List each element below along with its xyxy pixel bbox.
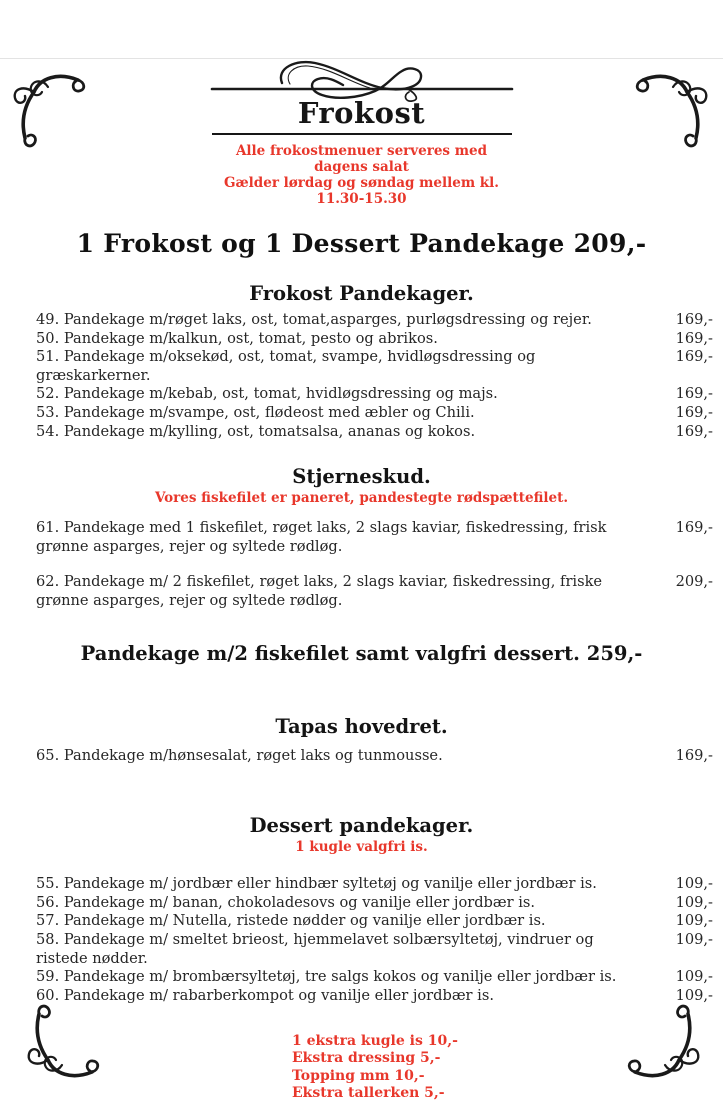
menu-item-59 bbox=[0, 968, 723, 987]
header-note-line1: Alle frokostmenuer serveres med dagens salat bbox=[235, 143, 488, 175]
fish-combo-heading: Pandekage m/2 fiskefilet samt valgfri dessert. 259,- bbox=[80, 641, 643, 665]
menu-item-text: 58. Pandekage m/ smeltet brieost, hjemmelavet solbærsyltetøj, vindruer og ristede nødder. bbox=[36, 930, 594, 967]
menu-item-text: 57. Pandekage m/ Nutella, ristede nødder og vanilje eller jordbær is. bbox=[36, 912, 546, 930]
menu-item-price: 109,- bbox=[675, 893, 713, 911]
menu-item-text: 56. Pandekage m/ banan, chokoladesovs og vanilje eller jordbær is. bbox=[36, 893, 536, 911]
section-frokost-pandekager bbox=[0, 282, 723, 441]
menu-item-text: 52. Pandekage m/kebab, ost, tomat, hvidløgsdressing og majs. bbox=[36, 385, 498, 403]
header-notes bbox=[212, 143, 512, 207]
menu-item-price: 109,- bbox=[675, 912, 713, 930]
menu-item-price: 169,- bbox=[675, 311, 713, 328]
corner-flourish-bottom-left-icon bbox=[22, 1002, 102, 1084]
menu-item-text: 51. Pandekage m/oksekød, ost, tomat, svampe, hvidløgsdressing og græskarkerner. bbox=[36, 348, 536, 384]
menu-item-52 bbox=[0, 385, 723, 404]
menu-item-text: 60. Pandekage m/ rabarberkompot og vanilje eller jordbær is. bbox=[36, 986, 494, 1004]
menu-item-price: 169,- bbox=[675, 348, 713, 366]
menu-item-price: 169,- bbox=[675, 746, 713, 764]
menu-item-50 bbox=[0, 330, 723, 349]
menu-item-58 bbox=[0, 931, 723, 968]
corner-flourish-bottom-right-icon bbox=[625, 1002, 705, 1084]
extra-line: Ekstra tallerken 5,- bbox=[292, 1084, 445, 1101]
menu-page bbox=[0, 56, 723, 1101]
frokost-items bbox=[0, 311, 723, 441]
menu-item-price: 169,- bbox=[675, 329, 713, 347]
masthead bbox=[212, 56, 512, 207]
menu-item-51 bbox=[0, 348, 723, 385]
dessert-note: 1 kugle valgfri is. bbox=[295, 839, 428, 856]
menu-item-62 bbox=[0, 573, 723, 610]
menu-item-text: 65. Pandekage m/hønsesalat, røget laks og tunmousse. bbox=[36, 746, 443, 764]
menu-item-text: 50. Pandekage m/kalkun, ost, tomat, pesto og abrikos. bbox=[36, 329, 438, 347]
menu-item-65 bbox=[0, 747, 723, 766]
menu-item-text: 59. Pandekage m/ brombærsyltetøj, tre salgs kokos og vanilje eller jordbær is. bbox=[36, 968, 617, 986]
menu-item-price: 109,- bbox=[675, 986, 713, 1004]
menu-item-57 bbox=[0, 912, 723, 931]
combo-offer-heading: 1 Frokost og 1 Dessert Pandekage 209,- bbox=[76, 229, 647, 258]
tapas-items bbox=[0, 747, 723, 766]
menu-item-text: 61. Pandekage med 1 fiskefilet, røget laks, 2 slags kaviar, fiskedressing, frisk grønne asparges, rejer og syltede rødløg. bbox=[36, 519, 607, 555]
section-heading-dessert: Dessert pandekager. bbox=[249, 814, 474, 838]
menu-item-price: 209,- bbox=[675, 573, 713, 591]
extra-line: 1 ekstra kugle is 10,- bbox=[292, 1033, 458, 1050]
stjerneskud-note: Vores fiskefilet er paneret, pandestegte rødspættefilet. bbox=[154, 490, 569, 507]
section-heading-frokost: Frokost Pandekager. bbox=[249, 282, 474, 305]
menu-item-61 bbox=[0, 519, 723, 556]
menu-item-text: 55. Pandekage m/ jordbær eller hindbær syltetøj og vanilje eller jordbær is. bbox=[36, 875, 597, 893]
corner-flourish-top-right-icon bbox=[633, 68, 713, 150]
section-stjerneskud bbox=[0, 465, 723, 610]
menu-item-60 bbox=[0, 987, 723, 1006]
menu-item-price: 169,- bbox=[675, 422, 713, 440]
menu-item-56 bbox=[0, 894, 723, 913]
menu-item-text: 49. Pandekage m/røget laks, ost, tomat,asparges, purløgsdressing og rejer. bbox=[36, 311, 592, 328]
menu-item-price: 169,- bbox=[675, 385, 713, 403]
menu-item-price: 169,- bbox=[675, 403, 713, 421]
menu-item-49 bbox=[0, 311, 723, 330]
menu-item-text: 54. Pandekage m/kylling, ost, tomatsalsa, ananas og kokos. bbox=[36, 422, 476, 440]
dessert-items bbox=[0, 875, 723, 1005]
menu-item-55 bbox=[0, 875, 723, 894]
stjerneskud-items bbox=[0, 519, 723, 610]
corner-flourish-top-left-icon bbox=[8, 68, 88, 150]
page-title: Frokost bbox=[212, 96, 512, 135]
section-tapas bbox=[0, 715, 723, 766]
menu-item-54 bbox=[0, 423, 723, 442]
section-heading-tapas: Tapas hovedret. bbox=[275, 714, 448, 738]
section-dessert bbox=[0, 814, 723, 1005]
menu-item-text: 53. Pandekage m/svampe, ost, flødeost med æbler og Chili. bbox=[36, 403, 475, 421]
menu-item-price: 109,- bbox=[675, 875, 713, 893]
menu-item-price: 169,- bbox=[675, 519, 713, 537]
extra-line: Topping mm 10,- bbox=[292, 1067, 425, 1084]
section-heading-stjerneskud: Stjerneskud. bbox=[292, 465, 431, 489]
extra-line: Ekstra dressing 5,- bbox=[292, 1050, 441, 1067]
header-note-line2: Gælder lørdag og søndag mellem kl. 11.30-15.30 bbox=[223, 175, 499, 207]
menu-item-53 bbox=[0, 404, 723, 423]
menu-item-price: 109,- bbox=[675, 968, 713, 986]
menu-item-text: 62. Pandekage m/ 2 fiskefilet, røget laks, 2 slags kaviar, fiskedressing, friske grønne asparges, rejer og syltede rødløg. bbox=[36, 573, 603, 609]
menu-item-price: 109,- bbox=[675, 930, 713, 948]
